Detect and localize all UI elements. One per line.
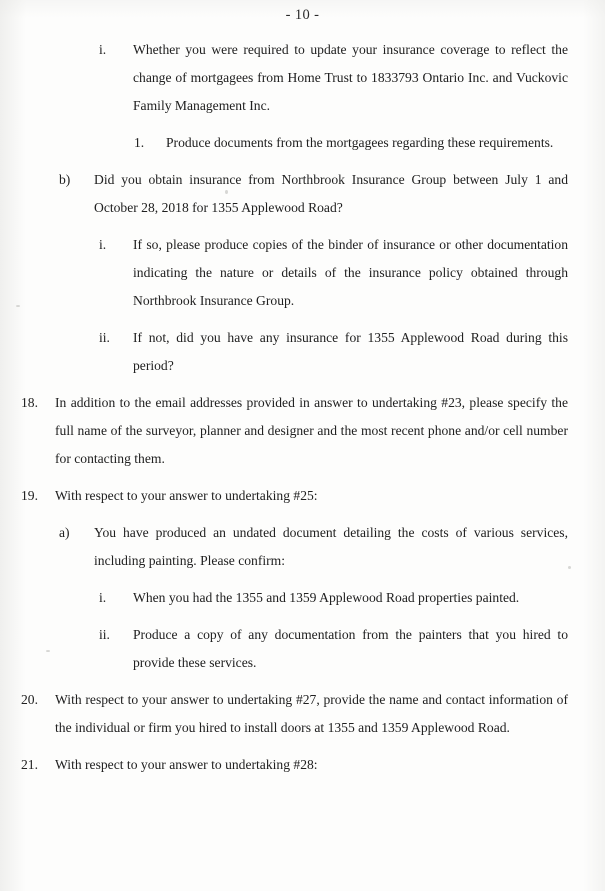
list-item-text: In addition to the email addresses provided in answer to undertaking #23, please specify the full name of the surveyor, planner and designer and the most recent phone and/or cell number for contacting them. <box>55 395 568 466</box>
list-item-text: When you had the 1355 and 1359 Applewood Road properties painted. <box>133 590 520 605</box>
list-item-text: Produce a copy of any documentation from the painters that you hired to provide these services. <box>133 627 568 670</box>
list-item <box>0 166 605 222</box>
document-body <box>0 36 605 788</box>
list-item-marker: ii. <box>99 627 110 642</box>
list-item <box>0 36 605 120</box>
list-item-marker: 20. <box>21 692 38 707</box>
list-item <box>0 129 605 157</box>
scan-artifact-speck <box>16 305 20 307</box>
list-item-text: You have produced an undated document detailing the costs of various services, including painting. Please confirm: <box>94 525 568 568</box>
list-item-marker: i. <box>99 237 107 252</box>
list-item-marker: 1. <box>134 135 145 150</box>
list-item-text: If not, did you have any insurance for 1355 Applewood Road during this period? <box>133 330 568 373</box>
list-item <box>0 584 605 612</box>
list-item-marker: ii. <box>99 330 110 345</box>
list-item <box>0 324 605 380</box>
list-item-text: Produce documents from the mortgagees regarding these requirements. <box>166 135 554 150</box>
list-item-marker: 18. <box>21 395 38 410</box>
list-item <box>0 231 605 315</box>
list-item <box>0 751 605 779</box>
list-item-text: With respect to your answer to undertaking #28: <box>55 757 318 772</box>
scan-artifact-speck <box>568 566 571 569</box>
list-item <box>0 519 605 575</box>
list-item-marker: 19. <box>21 488 38 503</box>
list-item <box>0 686 605 742</box>
list-item <box>0 389 605 473</box>
list-item <box>0 482 605 510</box>
list-item-text: If so, please produce copies of the binder of insurance or other documentation indicating the nature or details of the insurance policy obtained through Northbrook Insurance Group. <box>133 237 568 308</box>
list-item-marker: b) <box>59 172 71 187</box>
list-item-text: With respect to your answer to undertaking #27, provide the name and contact information of the individual or firm you hired to install doors at 1355 and 1359 Applewood Road. <box>55 692 568 735</box>
page-number-header: - 10 - <box>285 7 320 23</box>
list-item-marker: 21. <box>21 757 38 772</box>
list-item-marker: i. <box>99 42 107 57</box>
scan-artifact-speck <box>225 190 228 194</box>
list-item-text: With respect to your answer to undertaking #25: <box>55 488 318 503</box>
list-item <box>0 621 605 677</box>
list-item-text: Did you obtain insurance from Northbrook Insurance Group between July 1 and October 28, 2018 for 1355 Applewood Road? <box>94 172 568 215</box>
scan-artifact-speck <box>46 650 50 652</box>
list-item-text: Whether you were required to update your insurance coverage to reflect the change of mortgagees from Home Trust to 1833793 Ontario Inc. and Vuckovic Family Management Inc. <box>133 42 568 113</box>
list-item-marker: i. <box>99 590 107 605</box>
list-item-marker: a) <box>59 525 70 540</box>
